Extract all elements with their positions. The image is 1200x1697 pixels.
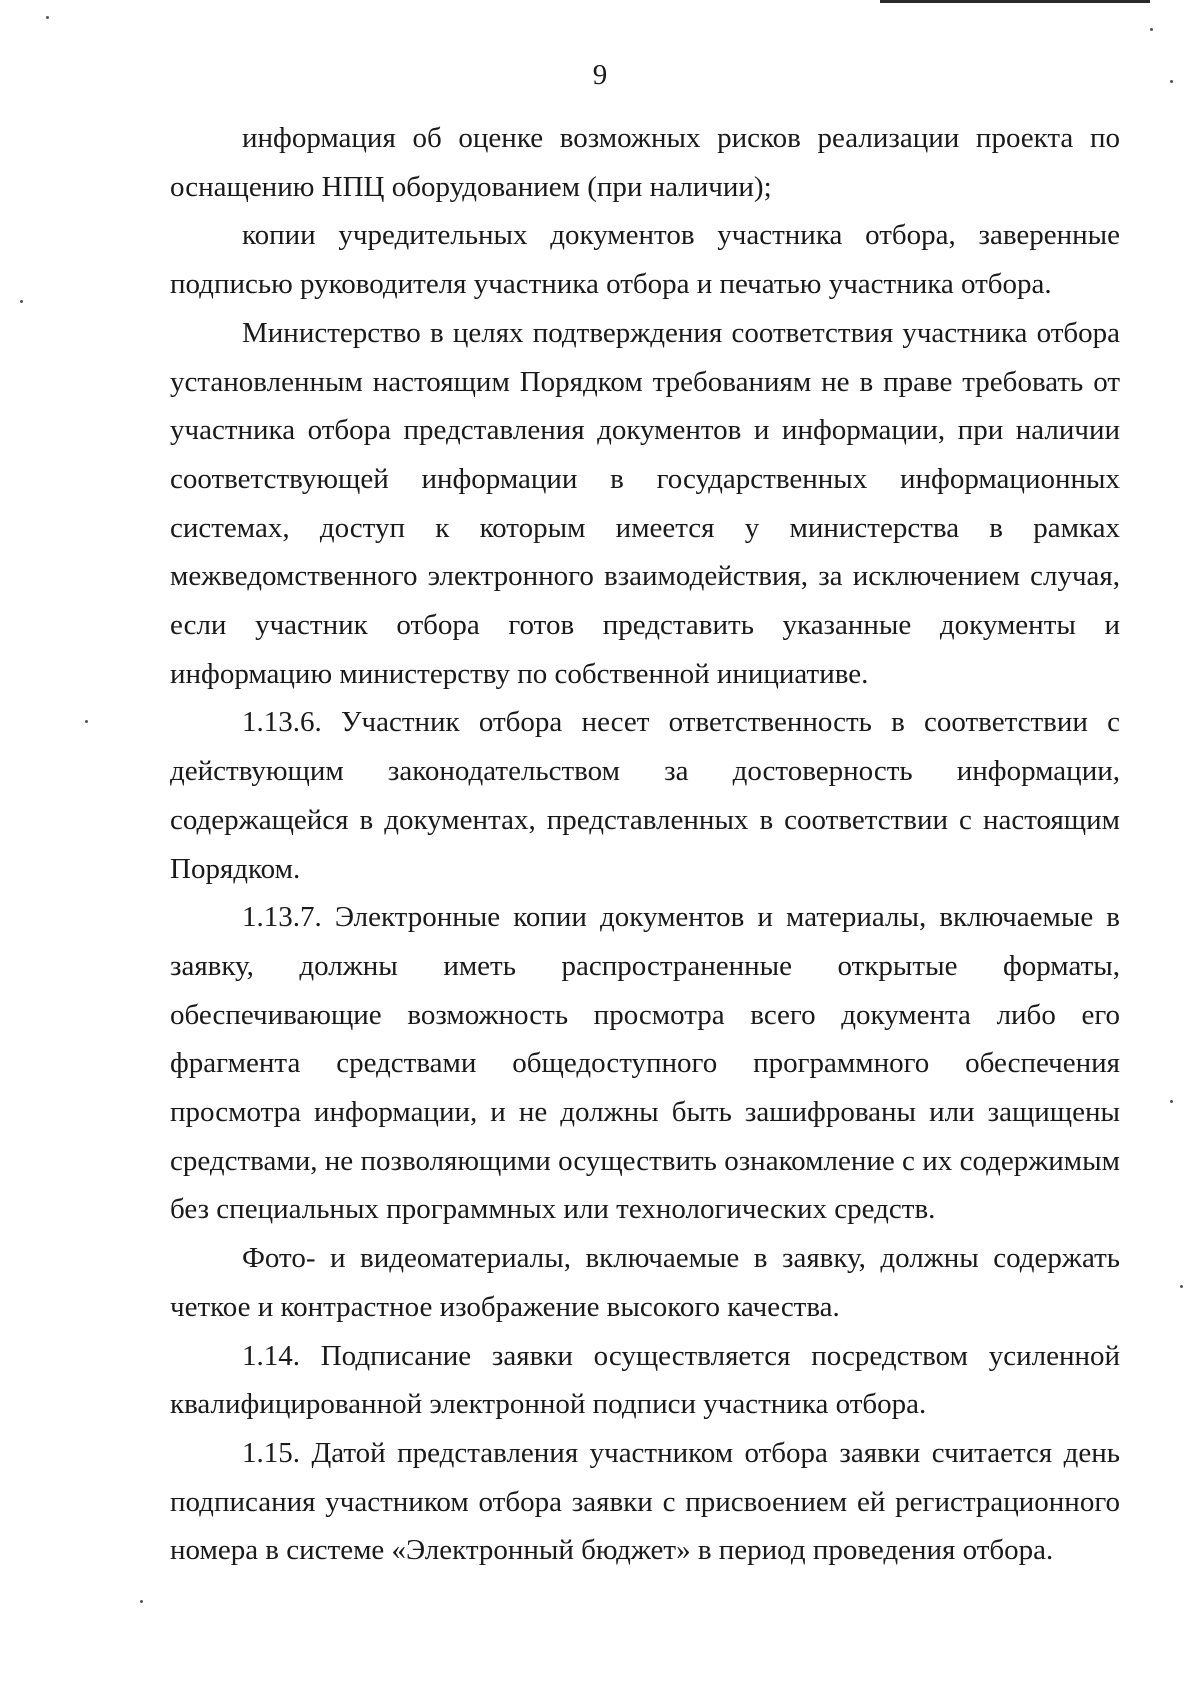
paragraph-photo-video: Фото- и видеоматериалы, включаемые в заявку, должны содержать четкое и контрастное изображение высокого качества.	[170, 1242, 1120, 1323]
scan-speck	[85, 720, 88, 723]
paragraph-1-15: 1.15. Датой представления участником отбора заявки считается день подписания участником отбора заявки с присвоением ей регистрационного номера в системе «Электронный бюджет» в период проведения отбора.	[170, 1436, 1120, 1567]
scan-speck	[20, 300, 23, 303]
scan-speck	[1170, 1100, 1173, 1103]
paragraph-1-13-6: 1.13.6. Участник отбора несет ответственность в соответствии с действующим законодательством за достоверность информации, содержащейся в документах, представленных в соответствии с настоящим Порядком.	[170, 706, 1120, 885]
paragraph-risk-assessment: информация об оценке возможных рисков реализации проекта по оснащению НПЦ оборудованием (при наличии);	[170, 122, 1120, 203]
page-number: 9	[592, 59, 608, 91]
scan-speck	[1170, 80, 1173, 83]
paragraph-1-14: 1.14. Подписание заявки осуществляется посредством усиленной квалифицированной электронной подписи участника отбора.	[170, 1339, 1120, 1421]
scan-speck	[140, 1600, 143, 1603]
top-border-line	[880, 0, 1150, 3]
paragraph-1-13-7: 1.13.7. Электронные копии документов и материалы, включаемые в заявку, должны иметь распространенные открытые форматы, обеспечивающие возможность просмотра всего документа либо его фрагмента средствами общедоступного программного обеспечения просмотра информации, и не должны быть зашифрованы или защищены средствами, не позволяющими осуществить ознакомление с их содержимым без специальных программных или технологических средств.	[170, 901, 1120, 1226]
paragraph-founding-documents: копии учредительных документов участника отбора, заверенные подписью руководителя участника отбора и печатью участника отбора.	[170, 219, 1120, 301]
document-body	[170, 114, 1120, 1575]
scan-speck	[1180, 1285, 1183, 1288]
paragraph-ministry-requirements: Министерство в целях подтверждения соответствия участника отбора установленным настоящим Порядком требованиям не в праве требовать от участника отбора представления документов и информации, при наличии соответствующей информации в государственных информационных системах, доступ к которым имеется у министерства в рамках межведомственного электронного взаимодействия, за исключением случая, если участник отбора готов представить указанные документы и информацию министерству по собственной инициативе.	[170, 316, 1120, 690]
scan-speck	[1150, 28, 1153, 31]
scan-speck	[46, 16, 49, 19]
